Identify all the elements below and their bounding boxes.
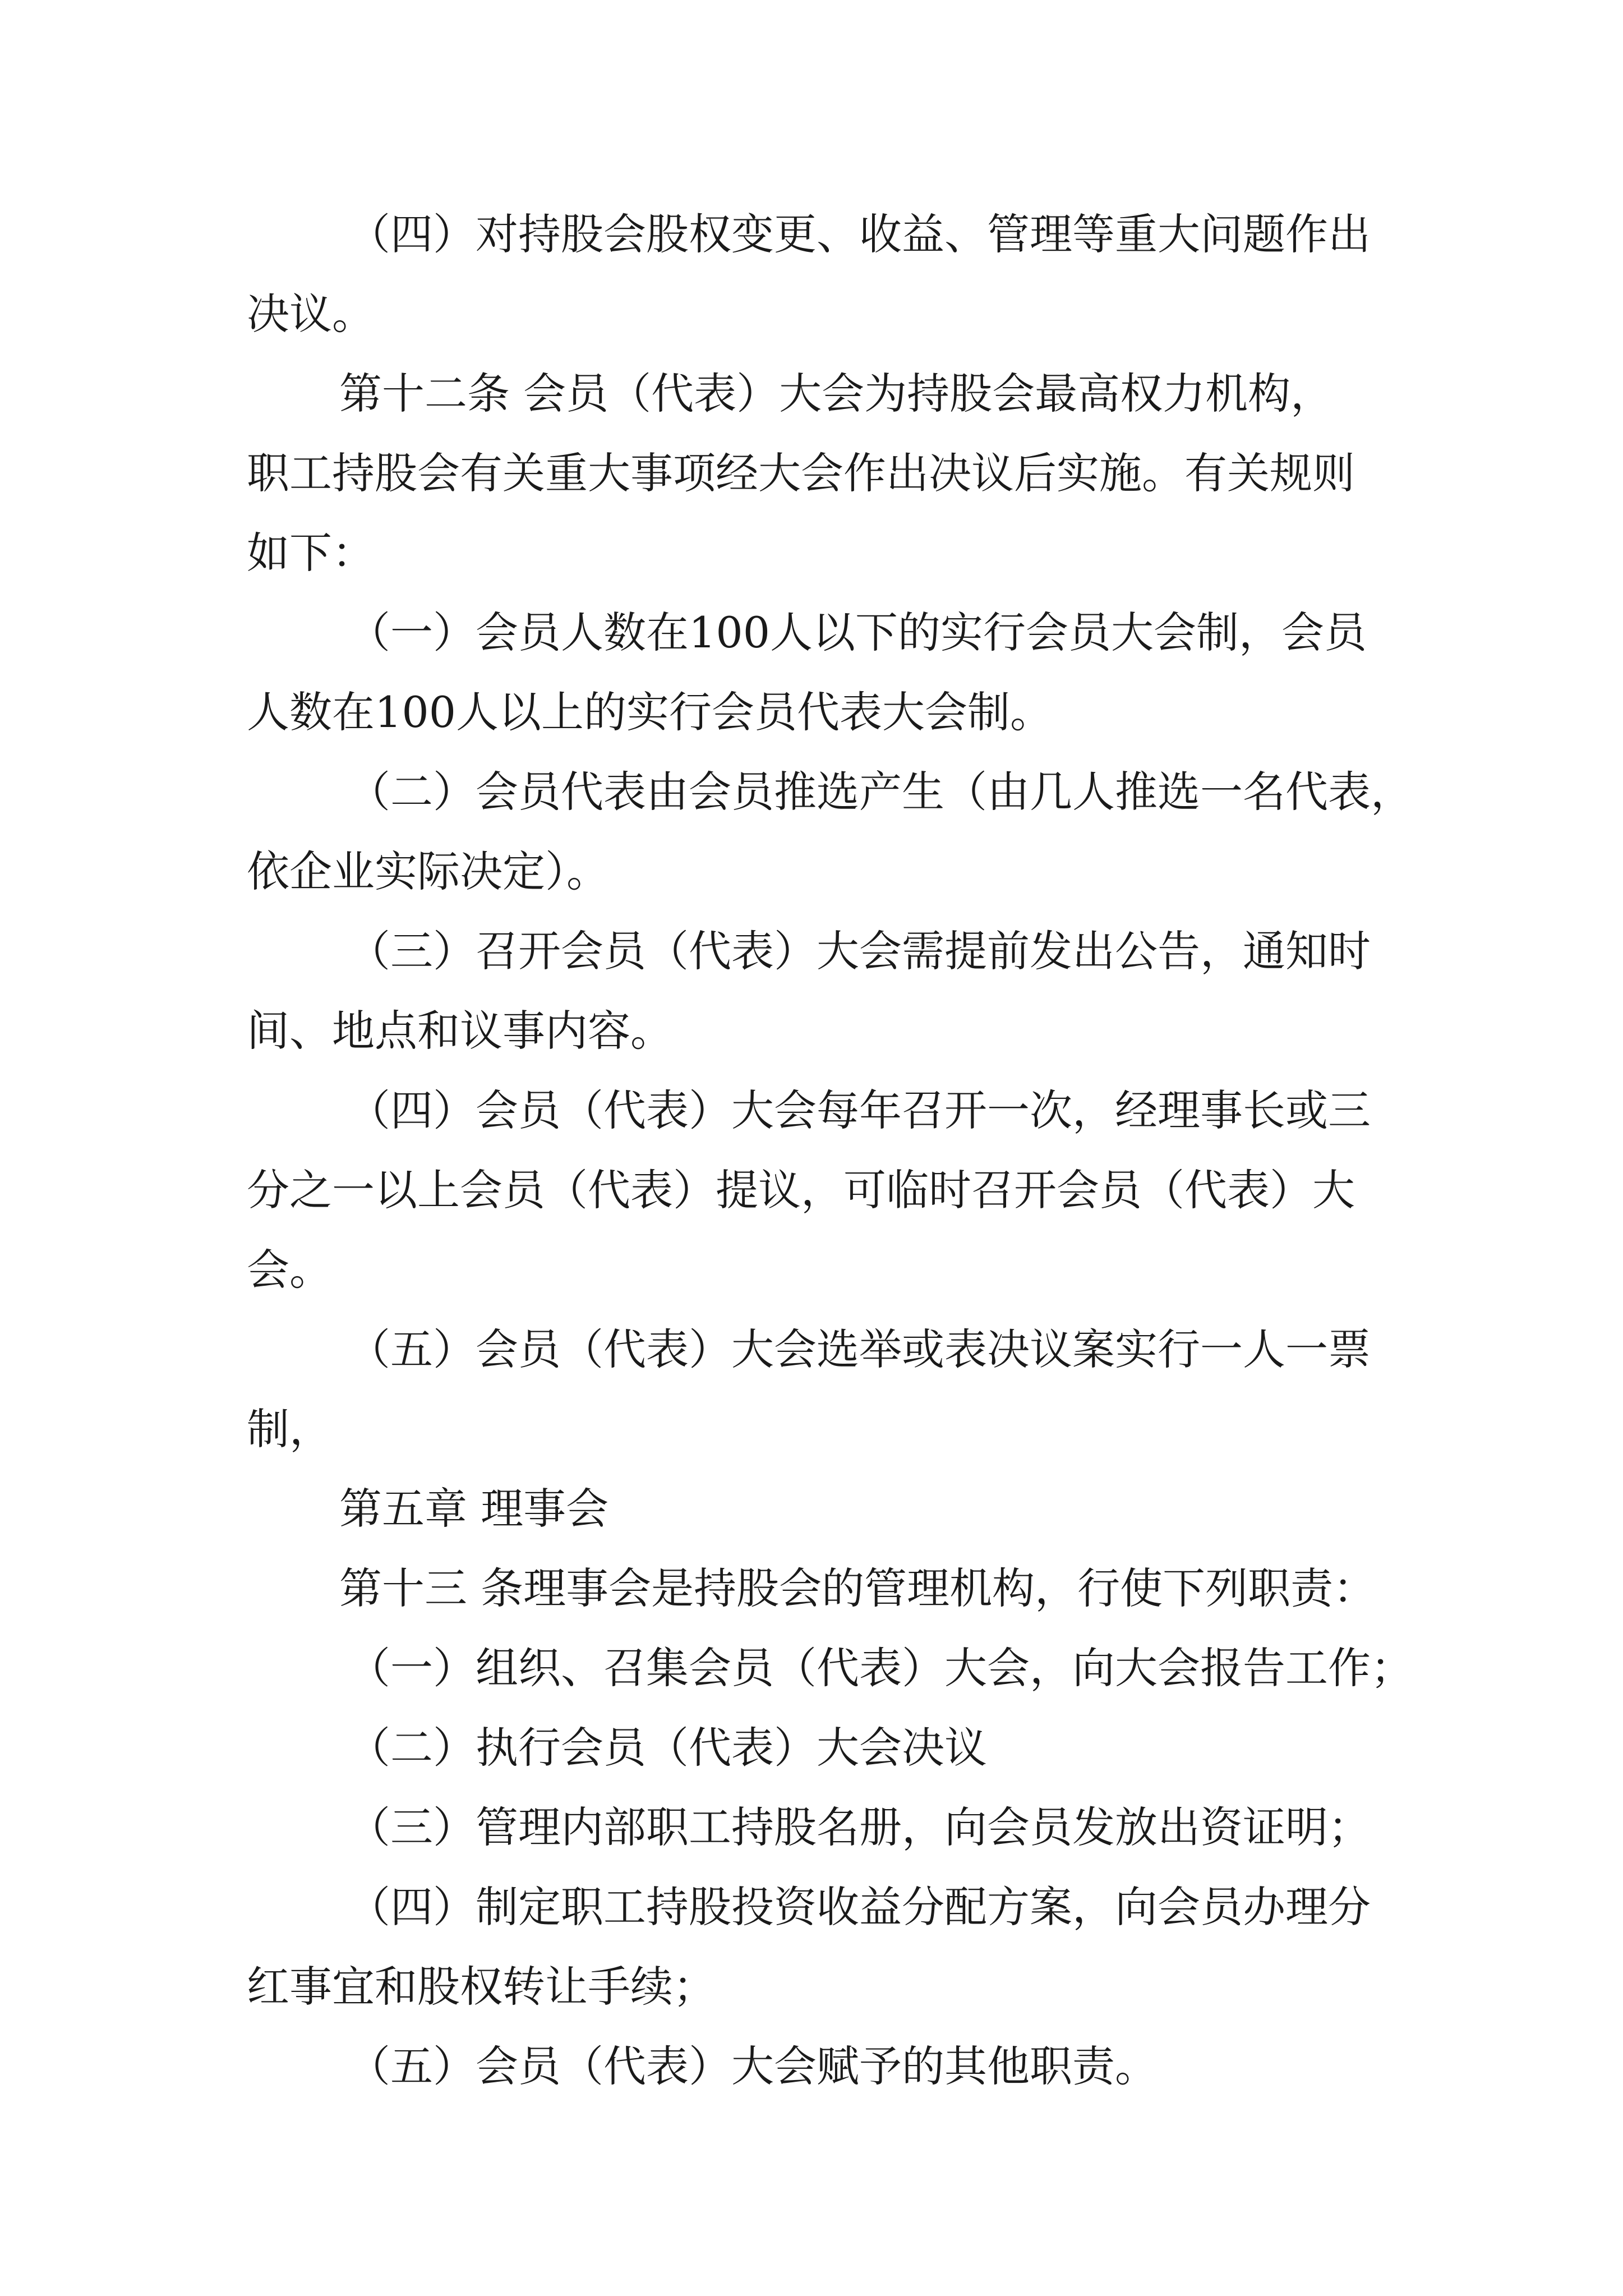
text-line: 会。 bbox=[247, 1245, 332, 1295]
text-line: （五）会员（代表）大会赋予的其他职责。 bbox=[348, 2041, 1158, 2091]
text-line: （二）执行会员（代表）大会决议 bbox=[348, 1723, 987, 1773]
text-line: （一）会员人数在100人以下的实行会员大会制，会员 bbox=[348, 608, 1367, 657]
text-line: 红事宜和股权转让手续； bbox=[247, 1962, 716, 2012]
text-line: 第十二条 会员（代表）大会为持股会最高权力机构， bbox=[339, 369, 1334, 418]
text-line: 制， bbox=[247, 1404, 332, 1454]
text-line: （四）会员（代表）大会每年召开一次，经理事长或三 bbox=[348, 1085, 1371, 1135]
text-line: 间、地点和议事内容。 bbox=[247, 1006, 673, 1056]
text-line: 人数在100人以上的实行会员代表大会制。 bbox=[247, 687, 1053, 737]
text-line: 第十三 条理事会是持股会的管理机构，行使下列职责： bbox=[339, 1563, 1376, 1613]
text-line: （三）召开会员（代表）大会需提前发出公告，通知时 bbox=[348, 926, 1371, 976]
text-line: 依企业实际决定）。 bbox=[247, 846, 609, 896]
text-line: （三）管理内部职工持股名册，向会员发放出资证明； bbox=[348, 1802, 1371, 1852]
chapter-heading: 第五章 理事会 bbox=[339, 1484, 609, 1534]
text-line: 如下： bbox=[247, 528, 375, 578]
text-line: （四）对持股会股权变更、收益、管理等重大问题作出 bbox=[348, 209, 1371, 259]
text-line: 分之一以上会员（代表）提议，可临时召开会员（代表）大 bbox=[247, 1165, 1355, 1215]
text-line: 决议。 bbox=[247, 289, 375, 339]
text-line: （一）组织、召集会员（代表）大会，向大会报告工作； bbox=[348, 1643, 1413, 1693]
text-line: （五）会员（代表）大会选举或表决议案实行一人一票 bbox=[348, 1324, 1371, 1374]
text-line: （二）会员代表由会员推选产生（由几人推选一名代表， bbox=[348, 767, 1413, 817]
text-line: 职工持股会有关重大事项经大会作出决议后实施。有关规则 bbox=[247, 448, 1355, 498]
text-line: （四）制定职工持股投资收益分配方案，向会员办理分 bbox=[348, 1882, 1371, 1932]
